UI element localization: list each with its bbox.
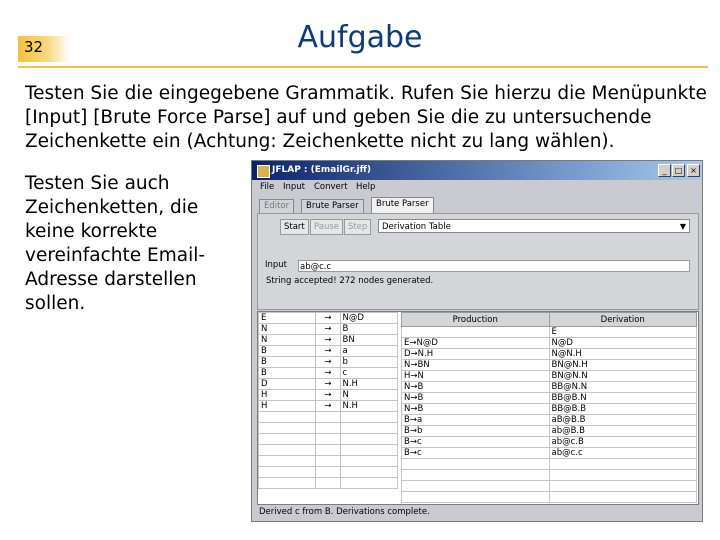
grammar-rhs[interactable]: N (340, 390, 398, 401)
maximize-button[interactable]: □ (672, 164, 685, 177)
derivation-cell: E (549, 327, 697, 338)
grammar-lhs[interactable]: N (259, 324, 316, 335)
grammar-arrow[interactable]: → (316, 390, 340, 401)
grammar-row[interactable] (259, 324, 398, 335)
tab-brute-parser-1[interactable]: Brute Parser (301, 199, 364, 213)
grammar-lhs[interactable]: H (259, 401, 316, 412)
production-cell: N→B (402, 393, 550, 404)
grammar-row[interactable] (259, 313, 398, 324)
grammar-row[interactable] (259, 456, 398, 467)
grammar-arrow[interactable] (316, 478, 340, 489)
grammar-rhs[interactable]: c (340, 368, 398, 379)
derivation-cell (549, 470, 697, 481)
grammar-arrow[interactable]: → (316, 324, 340, 335)
grammar-lhs[interactable] (259, 445, 316, 456)
production-cell: B→c (402, 437, 550, 448)
menubar (252, 180, 702, 195)
grammar-lhs[interactable]: B (259, 346, 316, 357)
tab-editor[interactable]: Editor (259, 199, 294, 213)
production-cell (402, 459, 550, 470)
grammar-row[interactable] (259, 335, 398, 346)
grammar-rhs[interactable] (340, 423, 398, 434)
grammar-row[interactable] (259, 445, 398, 456)
grammar-arrow[interactable] (316, 467, 340, 478)
derivation-header: Derivation (549, 313, 697, 327)
production-cell: E→N@D (402, 338, 550, 349)
grammar-lhs[interactable]: B (259, 357, 316, 368)
derivation-cell: BN@N.H (549, 360, 697, 371)
derivation-row (402, 426, 697, 437)
menu-convert[interactable]: Convert (314, 182, 348, 192)
derivation-cell: aB@B.B (549, 415, 697, 426)
derivation-cell: BB@B.B (549, 404, 697, 415)
instruction-paragraph: Testen Sie die eingegebene Grammatik. Rufen Sie hierzu die Menüpunkte [Input] [Brute Force Parse] auf und geben Sie die zu untersuchende Zeichenkette ein (Achtung: Zeichenkette nicht zu lang wählen). (25, 83, 707, 152)
menu-input[interactable]: Input (283, 182, 306, 192)
grammar-row[interactable] (259, 346, 398, 357)
derivation-row (402, 371, 697, 382)
grammar-lhs[interactable] (259, 456, 316, 467)
derivation-row (402, 349, 697, 360)
grammar-arrow[interactable]: → (316, 357, 340, 368)
derivation-row (402, 481, 697, 492)
production-cell: B→b (402, 426, 550, 437)
derivation-row (402, 360, 697, 371)
grammar-rhs[interactable] (340, 467, 398, 478)
grammar-rhs[interactable]: BN (340, 335, 398, 346)
grammar-arrow[interactable] (316, 434, 340, 445)
grammar-lhs[interactable]: B (259, 368, 316, 379)
grammar-row[interactable] (259, 390, 398, 401)
grammar-rhs[interactable]: b (340, 357, 398, 368)
grammar-row[interactable] (259, 379, 398, 390)
grammar-lhs[interactable]: E (259, 313, 316, 324)
grammar-rhs[interactable] (340, 456, 398, 467)
grammar-arrow[interactable]: → (316, 401, 340, 412)
grammar-rhs[interactable] (340, 412, 398, 423)
status-bar: Derived c from B. Derivations complete. (259, 507, 430, 517)
grammar-lhs[interactable]: N (259, 335, 316, 346)
grammar-arrow[interactable] (316, 456, 340, 467)
derivation-row (402, 470, 697, 481)
grammar-table (258, 312, 398, 489)
production-cell: B→a (402, 415, 550, 426)
production-cell: B→c (402, 448, 550, 459)
start-button[interactable]: Start (280, 219, 309, 235)
derivation-cell: BB@B.N (549, 393, 697, 404)
derivation-cell: ab@B.B (549, 426, 697, 437)
slide-title: Aufgabe (297, 20, 423, 55)
derivation-cell: N@N.H (549, 349, 697, 360)
derivation-cell (549, 459, 697, 470)
grammar-rhs[interactable]: N@D (340, 313, 398, 324)
production-cell: N→B (402, 404, 550, 415)
derivation-row (402, 437, 697, 448)
grammar-lhs[interactable] (259, 434, 316, 445)
step-button[interactable]: Step (344, 219, 371, 235)
input-field[interactable]: ab@c.c (298, 260, 690, 272)
grammar-rhs[interactable] (340, 434, 398, 445)
grammar-arrow[interactable] (316, 412, 340, 423)
menu-file[interactable]: File (260, 182, 275, 192)
derivation-row (402, 415, 697, 426)
derivation-row (402, 338, 697, 349)
pause-button[interactable]: Pause (310, 219, 343, 235)
parse-status: String accepted! 272 nodes generated. (266, 276, 434, 286)
grammar-rhs[interactable]: B (340, 324, 398, 335)
grammar-row[interactable] (259, 412, 398, 423)
tab-brute-parser-2[interactable]: Brute Parser (371, 197, 434, 214)
grammar-rhs[interactable]: N.H (340, 401, 398, 412)
grammar-row[interactable] (259, 368, 398, 379)
grammar-row[interactable] (259, 401, 398, 412)
jflap-window (251, 160, 703, 522)
derivation-row (402, 393, 697, 404)
derivation-row (402, 459, 697, 470)
close-button[interactable]: × (687, 164, 700, 177)
grammar-arrow[interactable]: → (316, 346, 340, 357)
derivation-table (401, 312, 697, 503)
grammar-row[interactable] (259, 478, 398, 489)
production-cell: N→B (402, 382, 550, 393)
title-rule (18, 66, 708, 68)
production-cell (402, 481, 550, 492)
grammar-arrow[interactable]: → (316, 335, 340, 346)
derivation-row (402, 382, 697, 393)
window-title: JFLAP : (EmailGr.jff) (272, 165, 371, 175)
production-cell: D→N.H (402, 349, 550, 360)
grammar-rhs[interactable]: N.H (340, 379, 398, 390)
production-cell: N→BN (402, 360, 550, 371)
grammar-lhs[interactable]: H (259, 390, 316, 401)
production-cell (402, 492, 550, 503)
production-cell: H→N (402, 371, 550, 382)
grammar-arrow[interactable]: → (316, 313, 340, 324)
derivation-row (402, 404, 697, 415)
grammar-rhs[interactable] (340, 478, 398, 489)
grammar-lhs[interactable] (259, 467, 316, 478)
tables-area (257, 311, 699, 505)
view-select-value: Derivation Table (382, 222, 451, 232)
side-paragraph: Testen Sie auch Zeichenketten, die keine korrekte vereinfachte Email-Adresse darstellen sollen. (25, 173, 206, 314)
grammar-row[interactable] (259, 467, 398, 478)
page-number: 32 (24, 38, 44, 56)
production-cell (402, 470, 550, 481)
grammar-arrow[interactable] (316, 445, 340, 456)
minimize-button[interactable]: _ (658, 164, 671, 177)
tab-strip (257, 199, 697, 213)
derivation-cell: BB@N.N (549, 382, 697, 393)
derivation-cell: ab@c.c (549, 448, 697, 459)
derivation-cell: N@D (549, 338, 697, 349)
grammar-lhs[interactable] (259, 412, 316, 423)
production-header: Production (402, 313, 550, 327)
derivation-cell: BN@N.N (549, 371, 697, 382)
grammar-rhs[interactable]: a (340, 346, 398, 357)
derivation-cell (549, 492, 697, 503)
grammar-arrow[interactable]: → (316, 368, 340, 379)
production-cell (402, 327, 550, 338)
derivation-cell (549, 481, 697, 492)
grammar-arrow[interactable]: → (316, 379, 340, 390)
derivation-cell: ab@c.B (549, 437, 697, 448)
grammar-rhs[interactable] (340, 445, 398, 456)
window-titlebar[interactable] (252, 161, 702, 180)
derivation-row (402, 448, 697, 459)
grammar-lhs[interactable]: D (259, 379, 316, 390)
menu-help[interactable]: Help (356, 182, 376, 192)
grammar-lhs[interactable] (259, 478, 316, 489)
parser-panel (257, 213, 699, 310)
input-label: Input (265, 260, 288, 270)
grammar-lhs[interactable] (259, 423, 316, 434)
app-icon (257, 165, 270, 178)
grammar-row[interactable] (259, 434, 398, 445)
view-select[interactable] (378, 219, 690, 233)
derivation-row (402, 327, 697, 338)
grammar-row[interactable] (259, 357, 398, 368)
derivation-row (402, 492, 697, 503)
grammar-row[interactable] (259, 423, 398, 434)
chevron-down-icon: ▼ (679, 222, 686, 231)
grammar-arrow[interactable] (316, 423, 340, 434)
